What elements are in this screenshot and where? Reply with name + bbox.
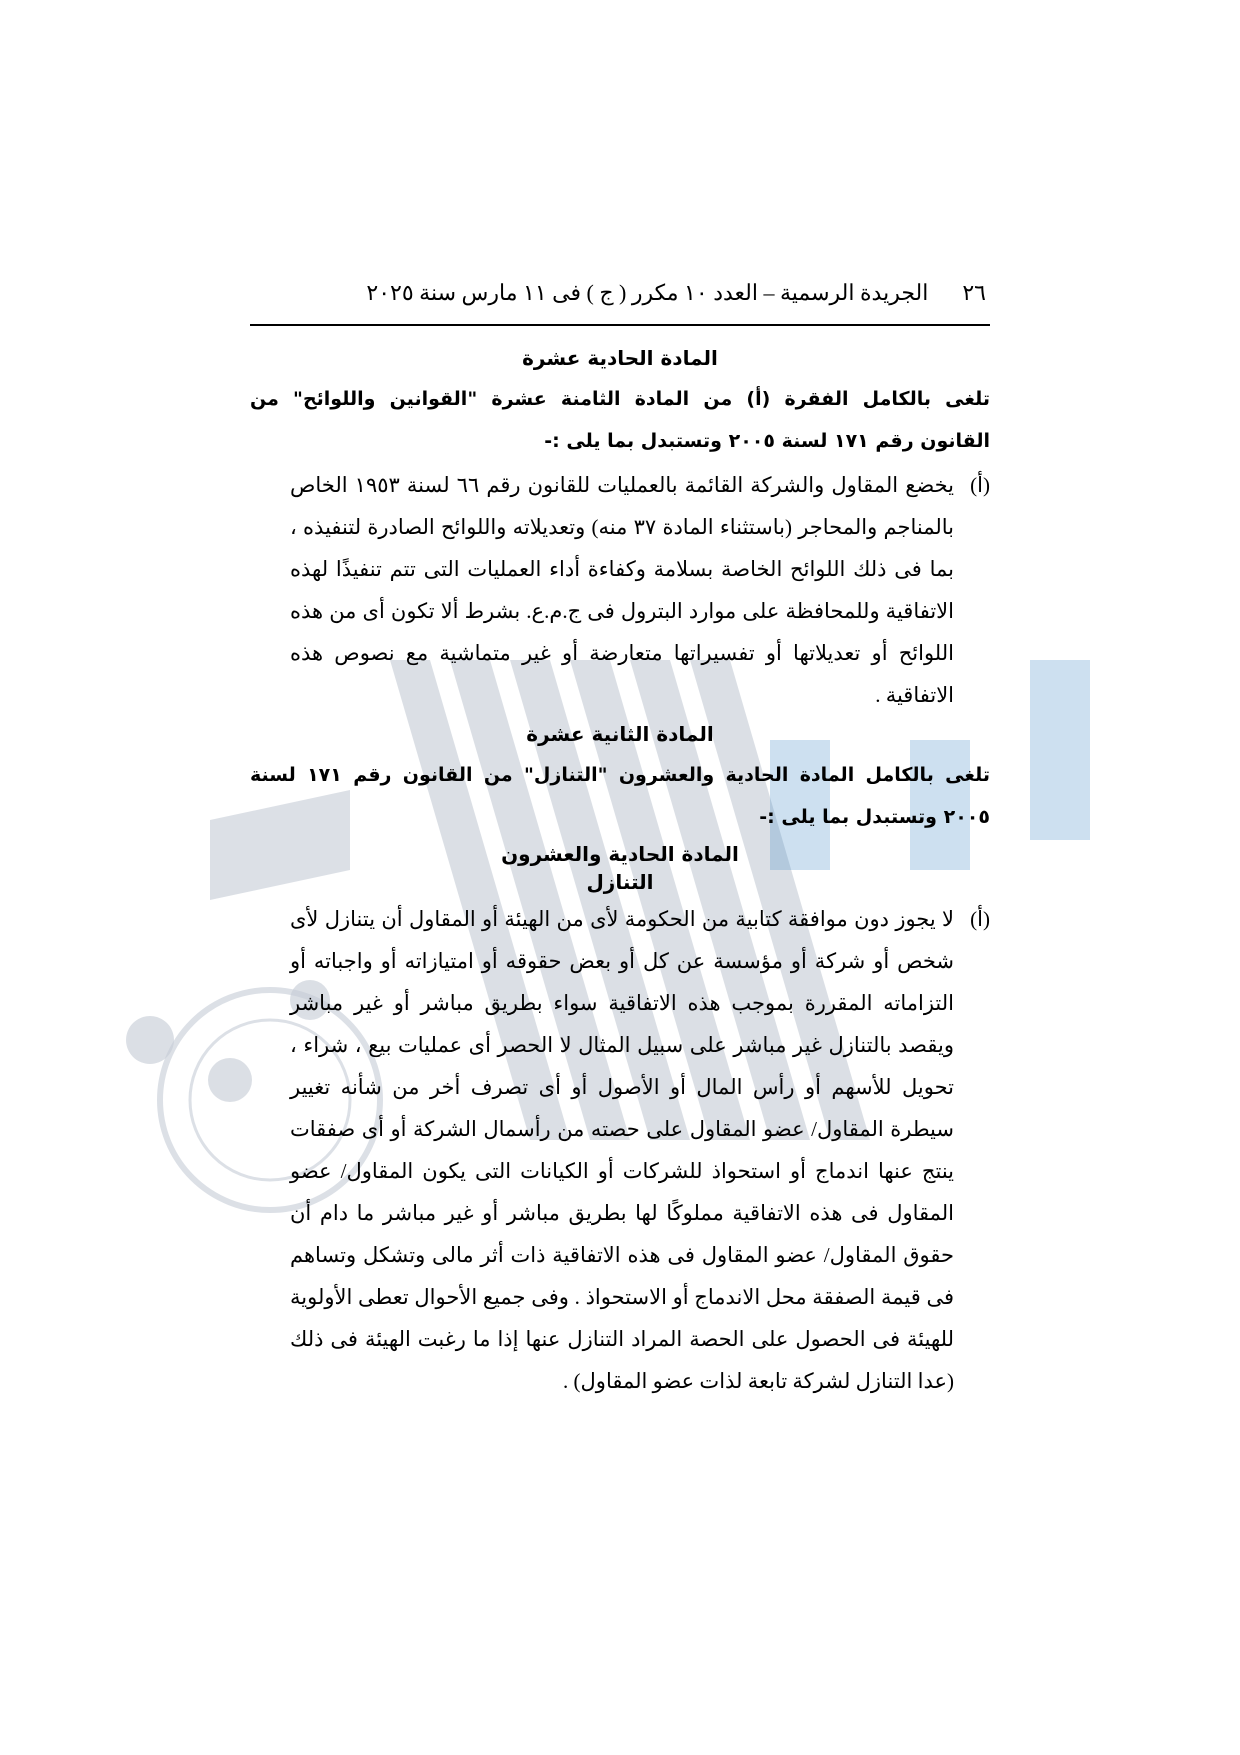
article-12-intro: تلغى بالكامل المادة الحادية والعشرون "التنازل" من القانون رقم ١٧١ لسنة ٢٠٠٥ وتستبدل بما يلى :- <box>250 764 990 828</box>
clause-body: لا يجوز دون موافقة كتابية من الحكومة لأى من الهيئة أو المقاول أن يتنازل لأى شخص أو شركة أو مؤسسة عن كل أو بعض حقوقه أو امتيازاته أو واجباته أو التزاماته المقررة بموجب هذه الاتفاقية سواء بطريق مباشر أو غير مباشر ويقصد بالتنازل غير مباشر على سبيل المثال لا الحصر أى عمليات بيع ، شراء ، تحويل للأسهم أو رأس المال أو الأصول أو أى تصرف أخر من شأنه تغيير سيطرة المقاول/ عضو المقاول على حصته من رأسمال الشركة أو أى صفقات ينتج عنها اندماج أو استحواذ للشركات أو الكيانات التى يكون المقاول/ عضو المقاول فى هذه الاتفاقية مملوكًا لها بطريق مباشر أو غير مباشر ما دام أن حقوق المقاول/ عضو المقاول فى هذه الاتفاقية ذات أثر مالى وتشكل وتساهم فى قيمة الصفقة محل الاندماج أو الاستحواذ . وفى جميع الأحوال تعطى الأولوية للهيئة فى الحصول على الحصة المراد التنازل عنها إذا ما رغبت الهيئة فى ذلك (عدا التنازل لشركة تابعة لذات عضو المقاول) . <box>290 907 954 1393</box>
clause-marker: (أ) <box>970 473 990 497</box>
page-header <box>250 280 990 322</box>
clause-marker: (أ) <box>970 907 990 931</box>
page-number: ٢٦ <box>962 280 986 305</box>
assignment-heading: التنازل <box>586 870 654 894</box>
article-21-clause-a <box>250 898 990 1402</box>
article-11-clause-a <box>250 464 990 716</box>
header-divider <box>250 324 990 326</box>
publication-title: الجريدة الرسمية – العدد ١٠ مكرر ( ج ) فى ١١ مارس سنة ٢٠٢٥ <box>366 280 929 305</box>
article-11-title: المادة الحادية عشرة <box>522 346 718 370</box>
article-21-title: المادة الحادية والعشرون <box>501 842 739 866</box>
article-11-intro: تلغى بالكامل الفقرة (أ) من المادة الثامنة عشرة "القوانين واللوائح" من القانون رقم ١٧١ لسنة ٢٠٠٥ وتستبدل بما يلى :- <box>250 388 990 452</box>
clause-body: يخضع المقاول والشركة القائمة بالعمليات للقانون رقم ٦٦ لسنة ١٩٥٣ الخاص بالمناجم والمحاجر (باستثناء المادة ٣٧ منه) وتعديلاته واللوائح الصادرة لتنفيذه ، بما فى ذلك اللوائح الخاصة بسلامة وكفاءة أداء العمليات التى تتم تنفيذًا لهذه الاتفاقية وللمحافظة على موارد البترول فى ج.م.ع. بشرط ألا تكون أى من هذه اللوائح أو تعديلاتها أو تفسيراتها متعارضة أو غير متماشية مع نصوص هذه الاتفاقية . <box>290 473 954 707</box>
page-content <box>250 280 990 1408</box>
article-12-title: المادة الثانية عشرة <box>526 722 714 746</box>
